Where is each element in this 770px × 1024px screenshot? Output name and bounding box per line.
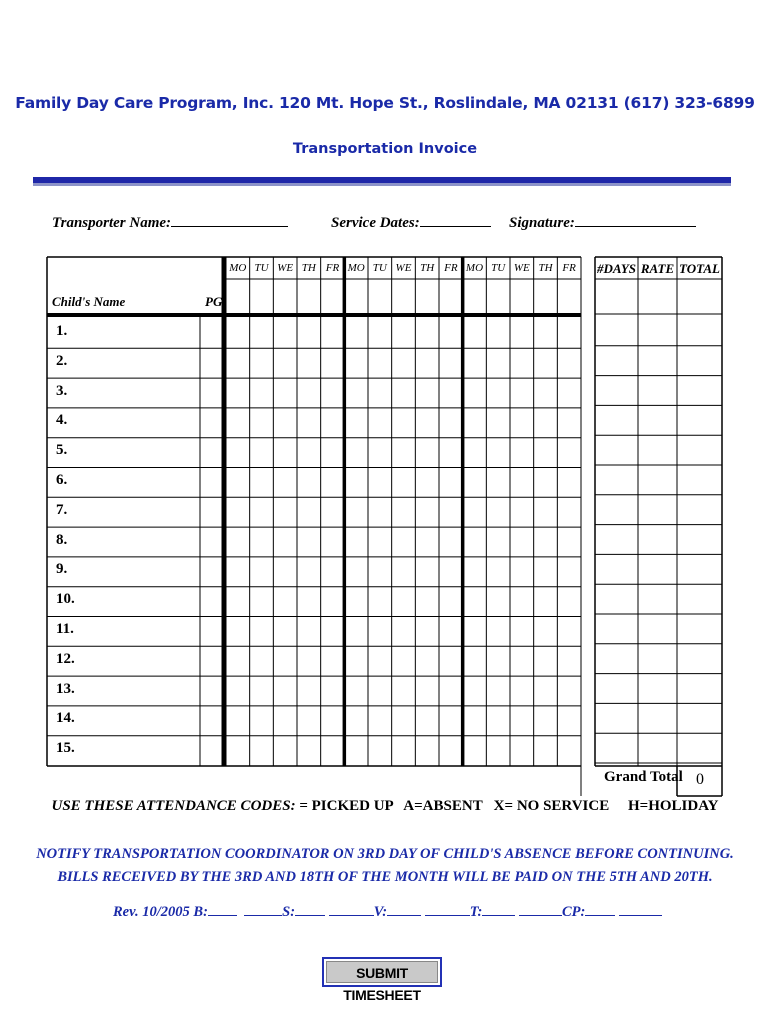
row-number-9: 9. xyxy=(56,561,68,578)
row-number-1: 1. xyxy=(56,323,68,339)
childs-name-header: Child's Name xyxy=(52,294,126,309)
transporter-name-label: Transporter Name: xyxy=(52,215,172,231)
day-header-4: TH xyxy=(301,262,316,274)
rev-cp-blank xyxy=(585,902,615,916)
pg-header: PG xyxy=(205,294,223,309)
rev-s-blank xyxy=(295,902,325,916)
day-header-14: TH xyxy=(538,262,553,274)
rev-s-blank-2 xyxy=(329,902,374,916)
billing-notice: BILLS RECEIVED BY THE 3RD AND 18TH OF THE MONTH WILL BE PAID ON THE 5TH AND 20TH. xyxy=(57,869,713,885)
day-header-6: MO xyxy=(347,262,365,274)
day-header-15: FR xyxy=(562,262,576,274)
attendance-codes xyxy=(0,798,770,815)
row-number-4: 4. xyxy=(56,412,68,429)
rev-t-label: T: xyxy=(469,904,483,920)
row-number-2: 2. xyxy=(56,352,68,369)
rev-b-blank xyxy=(208,902,237,916)
rev-s-label: S: xyxy=(282,904,296,920)
day-header-1: MO xyxy=(229,262,247,274)
attendance-codes-values: = PICKED UP A=ABSENT X= NO SERVICE H=HOLIDAY xyxy=(295,798,719,814)
rev-t-blank xyxy=(482,902,515,916)
day-header-11: MO xyxy=(465,262,484,274)
rev-label: Rev. 10/2005 B: xyxy=(113,904,208,920)
day-header-10: FR xyxy=(444,262,458,274)
rev-v-label: V: xyxy=(373,904,388,920)
invoice-title: Transportation Invoice xyxy=(292,141,478,157)
attendance-codes-label: USE THESE ATTENDANCE CODES: xyxy=(51,798,296,814)
day-header-12: TU xyxy=(491,262,506,274)
row-number-3: 3. xyxy=(56,382,68,399)
row-number-5: 5. xyxy=(56,442,68,459)
rev-v-blank-2 xyxy=(425,902,470,916)
rev-cp-blank-2 xyxy=(619,902,662,916)
row-number-10: 10. xyxy=(56,591,75,608)
row-number-15: 15. xyxy=(56,740,75,757)
revision-line xyxy=(113,902,662,921)
row-number-8: 8. xyxy=(56,531,68,548)
day-header-7: TU xyxy=(372,262,387,274)
submit-timesheet-button[interactable] xyxy=(322,957,442,1003)
row-number-12: 12. xyxy=(56,650,75,667)
service-dates-label: Service Dates: xyxy=(331,215,420,231)
day-header-9: TH xyxy=(420,262,435,274)
row-number-6: 6. xyxy=(56,472,68,488)
grand-total-value: 0 xyxy=(696,771,704,788)
row-number-7: 7. xyxy=(56,501,68,518)
row-number-13: 13. xyxy=(56,680,75,697)
day-header-8: WE xyxy=(395,262,412,274)
rev-t-blank-2 xyxy=(519,902,562,916)
day-header-2: TU xyxy=(254,262,269,274)
day-header-13: WE xyxy=(513,262,530,274)
summary-header-rate: RATE xyxy=(640,261,675,276)
day-header-5: FR xyxy=(325,262,340,274)
row-number-11: 11. xyxy=(56,621,74,637)
organization-header: Family Day Care Program, Inc. 120 Mt. Hope St., Roslindale, MA 02131 (617) 323-6899 xyxy=(15,94,755,112)
grand-total-label: Grand Total xyxy=(604,769,683,785)
rev-v-blank xyxy=(387,902,421,916)
day-header-3: WE xyxy=(277,262,294,274)
row-number-14: 14. xyxy=(56,710,75,727)
summary-header-days: #DAYS xyxy=(596,261,636,276)
submit-timesheet-label: SUBMIT TIMESHEET xyxy=(326,961,438,983)
rev-b-blank-2 xyxy=(244,902,282,916)
summary-header-total: TOTAL xyxy=(679,261,720,276)
rev-cp-label: CP: xyxy=(562,904,586,920)
signature-label: Signature: xyxy=(509,215,575,231)
notify-notice: NOTIFY TRANSPORTATION COORDINATOR ON 3RD DAY OF CHILD'S ABSENCE BEFORE CONTINUING. xyxy=(36,846,734,862)
